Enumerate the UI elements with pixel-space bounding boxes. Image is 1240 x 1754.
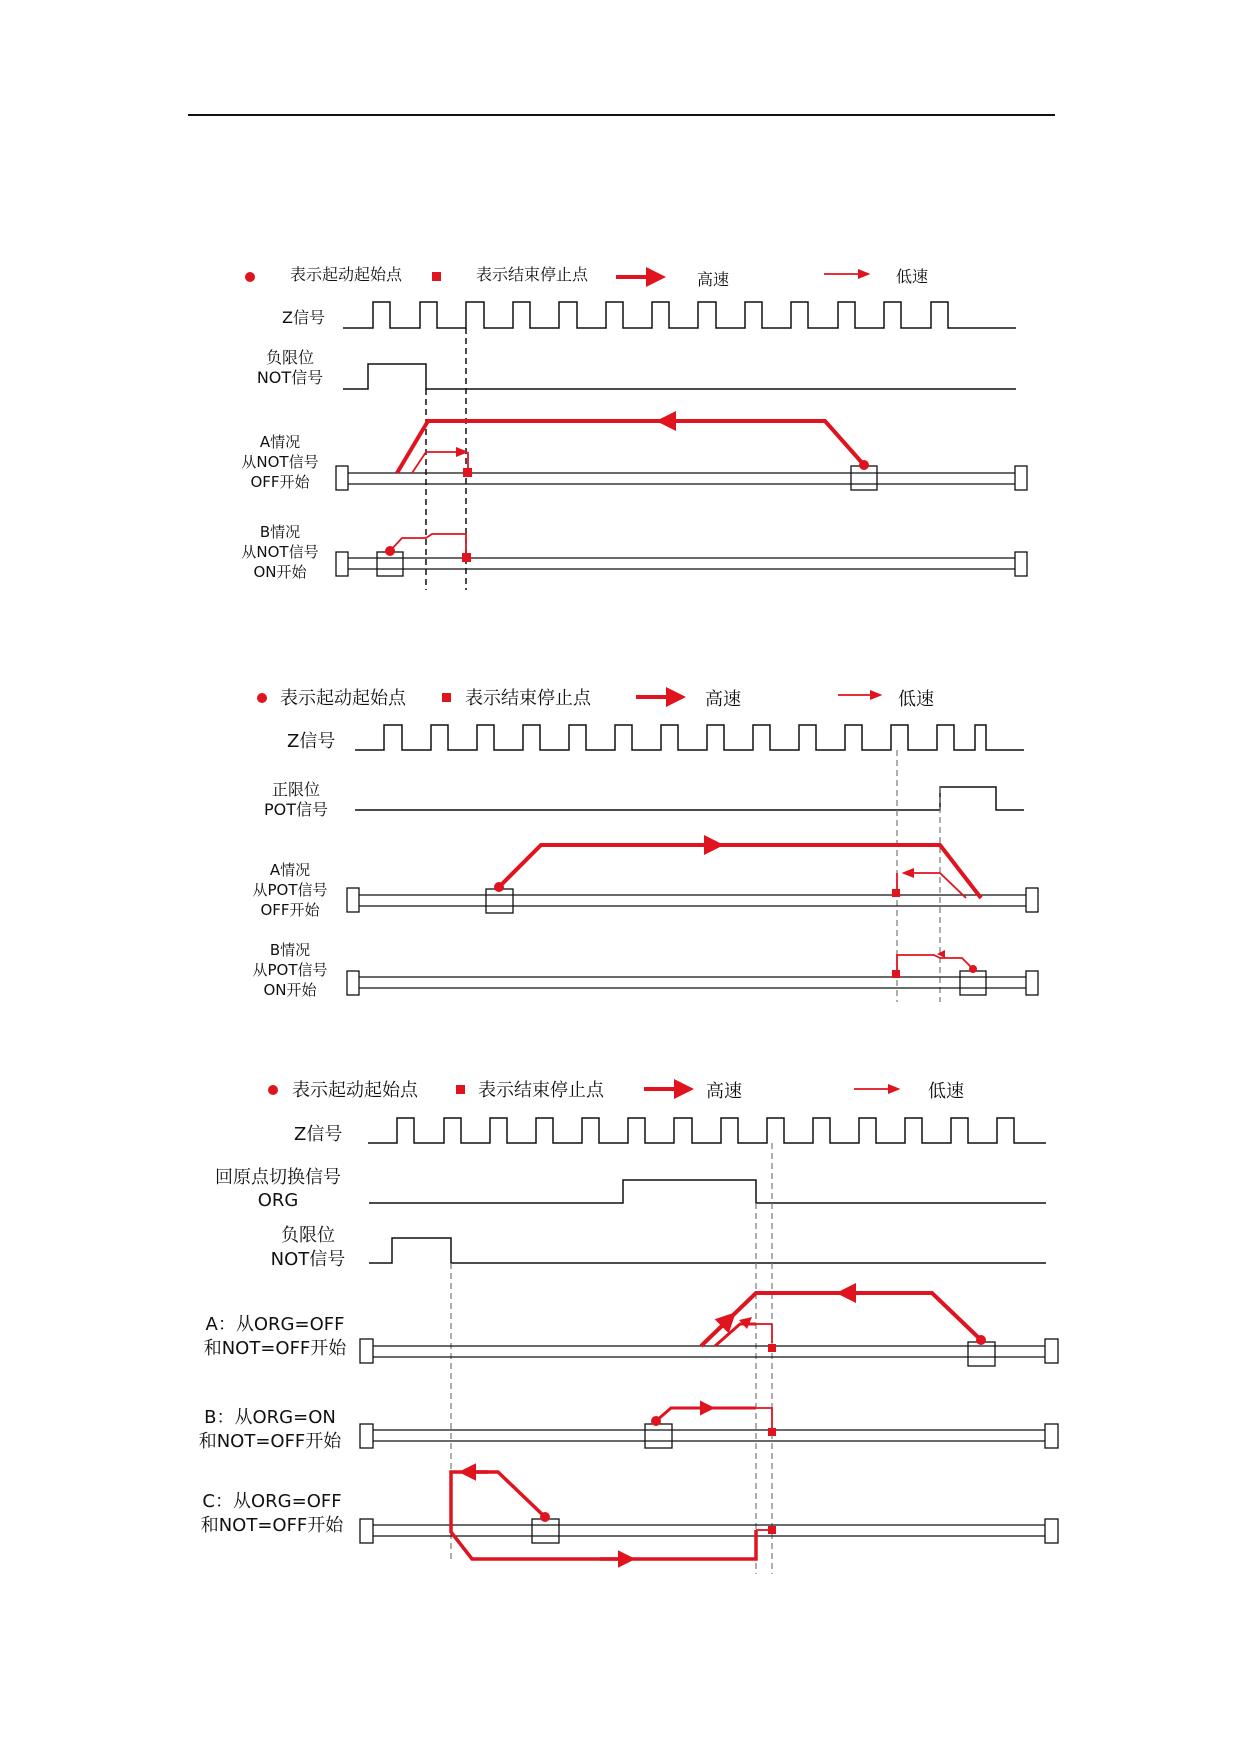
track-end-stop bbox=[360, 1339, 373, 1363]
case-b-label-line1: B：从ORG=ON bbox=[204, 1407, 336, 1428]
legend-3 bbox=[268, 1080, 964, 1102]
case-c-label-line2: 和NOT=OFF开始 bbox=[200, 1515, 344, 1536]
case-c-high-speed-path bbox=[451, 1472, 756, 1559]
start-point-icon bbox=[385, 546, 395, 556]
case-b-low-speed-path bbox=[756, 1408, 772, 1428]
end-point-icon bbox=[892, 889, 900, 897]
z-signal-waveform bbox=[355, 725, 1024, 750]
start-point-marker-icon bbox=[257, 693, 267, 703]
pot-signal-waveform bbox=[355, 787, 1024, 810]
diagram-3-org-homing bbox=[199, 1080, 1058, 1574]
org-label-line2: ORG bbox=[257, 1190, 299, 1211]
legend-start-point-text: 表示起动起始点 bbox=[280, 688, 406, 709]
legend-1 bbox=[245, 265, 928, 289]
not-signal-waveform bbox=[369, 1238, 1046, 1263]
end-point-icon bbox=[768, 1344, 776, 1352]
start-point-icon bbox=[969, 965, 977, 973]
case-a-high-speed-path bbox=[397, 421, 864, 473]
case-b-label-line2: 从POT信号 bbox=[252, 961, 328, 979]
limit-label-line1: 负限位 bbox=[265, 348, 315, 367]
case-b-label-line3: ON开始 bbox=[263, 981, 317, 999]
case-b-label-line2: 和NOT=OFF开始 bbox=[198, 1431, 342, 1452]
not-signal-waveform bbox=[343, 364, 1016, 389]
track-end-stop bbox=[336, 552, 348, 576]
end-point-icon bbox=[768, 1428, 776, 1436]
legend-start-point-text: 表示起动起始点 bbox=[292, 1080, 418, 1101]
legend-low-speed-text: 低速 bbox=[928, 1081, 964, 1102]
start-point-icon bbox=[540, 1512, 550, 1522]
legend-end-point-text: 表示结束停止点 bbox=[476, 265, 589, 284]
track-end-stop bbox=[1026, 888, 1038, 912]
start-position-box bbox=[486, 889, 513, 913]
track-end-stop bbox=[360, 1519, 373, 1543]
z-signal-label: Z信号 bbox=[294, 1124, 343, 1145]
legend-low-speed-text: 低速 bbox=[898, 689, 934, 710]
z-signal-waveform bbox=[368, 1118, 1046, 1143]
end-point-icon bbox=[892, 970, 900, 978]
diagram-2-positive-limit-homing bbox=[252, 688, 1038, 1002]
case-b-label-line2: 从NOT信号 bbox=[241, 543, 319, 561]
axis-track bbox=[336, 552, 1027, 576]
track-end-stop bbox=[336, 466, 348, 490]
start-point-icon bbox=[976, 1335, 986, 1345]
case-a-label-line3: OFF开始 bbox=[260, 901, 320, 919]
start-position-box bbox=[532, 1519, 559, 1543]
case-c-label-line1: C：从ORG=OFF bbox=[202, 1491, 342, 1512]
track-end-stop bbox=[1045, 1424, 1058, 1448]
case-a-low-speed-path bbox=[904, 873, 966, 898]
case-a-label-line1: A情况 bbox=[269, 861, 311, 879]
track-end-stop bbox=[1045, 1519, 1058, 1543]
axis-track bbox=[360, 1339, 1058, 1363]
legend-2 bbox=[257, 688, 934, 710]
axis-track bbox=[360, 1519, 1058, 1543]
legend-high-speed-text: 高速 bbox=[697, 270, 730, 289]
case-a-label-line2: 和NOT=OFF开始 bbox=[203, 1338, 347, 1359]
z-signal-label: Z信号 bbox=[287, 731, 336, 752]
end-point-icon bbox=[463, 468, 472, 477]
case-b-high-speed-path bbox=[656, 1408, 756, 1421]
z-signal-waveform bbox=[343, 302, 1016, 328]
case-a-label-line3: OFF开始 bbox=[250, 473, 310, 491]
track-end-stop bbox=[347, 971, 359, 995]
z-signal-label: Z信号 bbox=[282, 308, 325, 327]
limit-label-line2: NOT信号 bbox=[256, 368, 324, 387]
limit-label-line2: POT信号 bbox=[263, 800, 329, 819]
track-end-stop bbox=[347, 888, 359, 912]
start-point-icon bbox=[859, 460, 869, 470]
case-b-label-line3: ON开始 bbox=[253, 563, 307, 581]
org-signal-waveform bbox=[369, 1180, 1046, 1203]
end-point-icon bbox=[462, 553, 471, 562]
axis-track bbox=[347, 971, 1038, 995]
case-b-low-speed-path bbox=[897, 955, 973, 975]
axis-track bbox=[347, 888, 1038, 912]
case-a-label-line2: 从NOT信号 bbox=[241, 453, 319, 471]
case-a-label-line1: A情况 bbox=[259, 433, 301, 451]
case-a-label-line2: 从POT信号 bbox=[252, 881, 328, 899]
start-point-icon bbox=[651, 1416, 661, 1426]
case-a-low-speed-path bbox=[412, 452, 466, 473]
start-position-box bbox=[645, 1424, 672, 1448]
diagram-1-negative-limit-homing bbox=[241, 265, 1027, 590]
track-end-stop bbox=[1015, 466, 1027, 490]
case-b-label-line1: B情况 bbox=[259, 523, 301, 541]
track-end-stop bbox=[1015, 552, 1027, 576]
start-point-icon bbox=[494, 882, 504, 892]
high-speed-direction-arrow-icon bbox=[720, 1315, 733, 1328]
limit-label-line1: 正限位 bbox=[271, 780, 321, 799]
legend-low-speed-text: 低速 bbox=[896, 267, 929, 286]
end-point-icon bbox=[768, 1526, 776, 1534]
end-point-marker-icon bbox=[456, 1085, 465, 1094]
legend-high-speed-text: 高速 bbox=[705, 689, 741, 710]
legend-start-point-text: 表示起动起始点 bbox=[290, 265, 403, 284]
case-b-label-line1: B情况 bbox=[269, 941, 311, 959]
legend-end-point-text: 表示结束停止点 bbox=[478, 1080, 604, 1101]
axis-track bbox=[336, 466, 1027, 490]
start-point-marker-icon bbox=[245, 272, 255, 282]
legend-end-point-text: 表示结束停止点 bbox=[465, 688, 591, 709]
limit-label-line1: 负限位 bbox=[281, 1225, 335, 1246]
track-end-stop bbox=[1045, 1339, 1058, 1363]
org-label-line1: 回原点切换信号 bbox=[215, 1167, 341, 1188]
case-a-high-speed-path bbox=[499, 845, 981, 898]
case-a-label-line1: A：从ORG=OFF bbox=[205, 1314, 345, 1335]
end-point-marker-icon bbox=[442, 693, 451, 702]
axis-track bbox=[360, 1424, 1058, 1448]
end-point-marker-icon bbox=[432, 272, 441, 281]
track-end-stop bbox=[360, 1424, 373, 1448]
start-position-box bbox=[960, 971, 986, 995]
track-end-stop bbox=[1026, 971, 1038, 995]
limit-label-line2: NOT信号 bbox=[270, 1249, 346, 1270]
legend-high-speed-text: 高速 bbox=[706, 1081, 742, 1102]
start-point-marker-icon bbox=[268, 1085, 278, 1095]
